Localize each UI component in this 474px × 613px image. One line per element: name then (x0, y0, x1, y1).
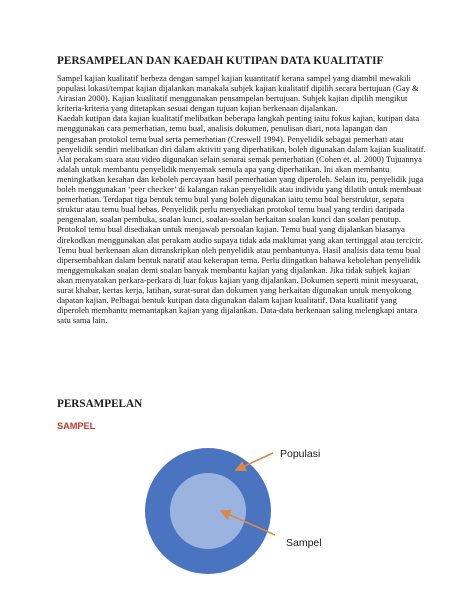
population-arrow (236, 453, 273, 470)
sample-circle (170, 473, 246, 549)
section-heading: PERSAMPELAN (57, 398, 143, 410)
population-label: Populasi (280, 448, 321, 460)
paragraph: Kaedah kutipan data kajian kualitatif melibatkan beberapa langkah penting iaitu fokus kajian, kutipan data menggunakan cara pemerhatian, temu bual, analisis dokumen, penulisan diari, nota lapangan dan pengesahan protokol temu bual serta pemerhatian (Creswell 1994). Penyelidik sebagai pemerhati atau penyelidik sendiri melibatkan diri dalam aktiviti yang diperhatikan, boleh digunakan dalam kajian kualitatif. Alat perakam suara atau video digunakan selain senarai semak pemerhatian (Cohen et. al. 2000) Tujuannya adalah untuk membantu penyelidik menyemak semula apa yang diperhatikan. Ini akan membantu meningkatkan kesahan dan keboleh percayaan hasil pemerhatian yang diperoleh. Selain itu, penyelidik juga boleh menggunakan ‘peer checker’ di kalangan rakan penyelidik atau individu yang dilatih untuk membuat pemerhatian. Terdapat tiga bentuk temu bual yang boleh digunakan iaitu temu bual berstruktur, separa struktur atau temu bual bebas. Penyelidik perlu menyediakan protokol temu bual yang terdiri daripada pengenalan, soalan pembuka, soalan kunci, soalan-soalan berkaitan soalan kunci dan soalan penutup. Protokol temu bual disediakan untuk menjawab persoalan kajian. Temu bual yang dijalankan biasanya direkodkan menggunakan alat perakam audio supaya tidak ada maklumat yang akan tertinggal atau tercicir. Temu bual berkenaan akan ditranskripkan oleh penyelidik atau pembantunya. Hasil analisis data temu bual dipersembahkan dalam bentuk naratif atau kekerapan tema. Perlu diingatkan bahawa kebolehan penyelidik menggemukakan soalan demi soalan banyak membantu kajian yang dijalankan. Jika tidak subjek kajian akan menyatakan perkara-perkara di luar fokus kajian yang dijalankan. Dokumen seperti minit mesyuarat, surat khabar, kertas kerja, latihan, surat-surat dan dokumen yang berkaitan digunakan untuk menyokong dapatan kajian. Pelbagai bentuk kutipan data digunakan dalam kajian kualitatif. Data kualitatif yang diperoleh membantu memantapkan kajian yang dijalankan. Data-data berkenaan saling melengkapi antara satu sama lain. (57, 113, 426, 326)
population-circle (145, 448, 271, 574)
document-title: PERSAMPELAN DAN KAEDAH KUTIPAN DATA KUALITATIF (57, 55, 384, 67)
sub-heading: SAMPEL (57, 421, 96, 431)
sample-label: Sampel (286, 537, 322, 549)
paragraph: Sampel kajian kualitatif berbeza dengan sampel kajian kuantitatif kerana sampel yang diambil mewakili populasi lokasi/tempat kajian dijalankan manakala subjek kajian kualitatif dipilih secara bertujuan (Gay & Airasian 2000). Kajian kualitatif menggunakan pensampelan bertujuan. Subjek kajian dipilih mengikut kriteria-kriteria yang ditetapkan sesuai dengan tujuan kajian berkenaan dijalankan. (57, 73, 419, 114)
sample-arrow (221, 511, 275, 535)
document-body (57, 73, 427, 325)
